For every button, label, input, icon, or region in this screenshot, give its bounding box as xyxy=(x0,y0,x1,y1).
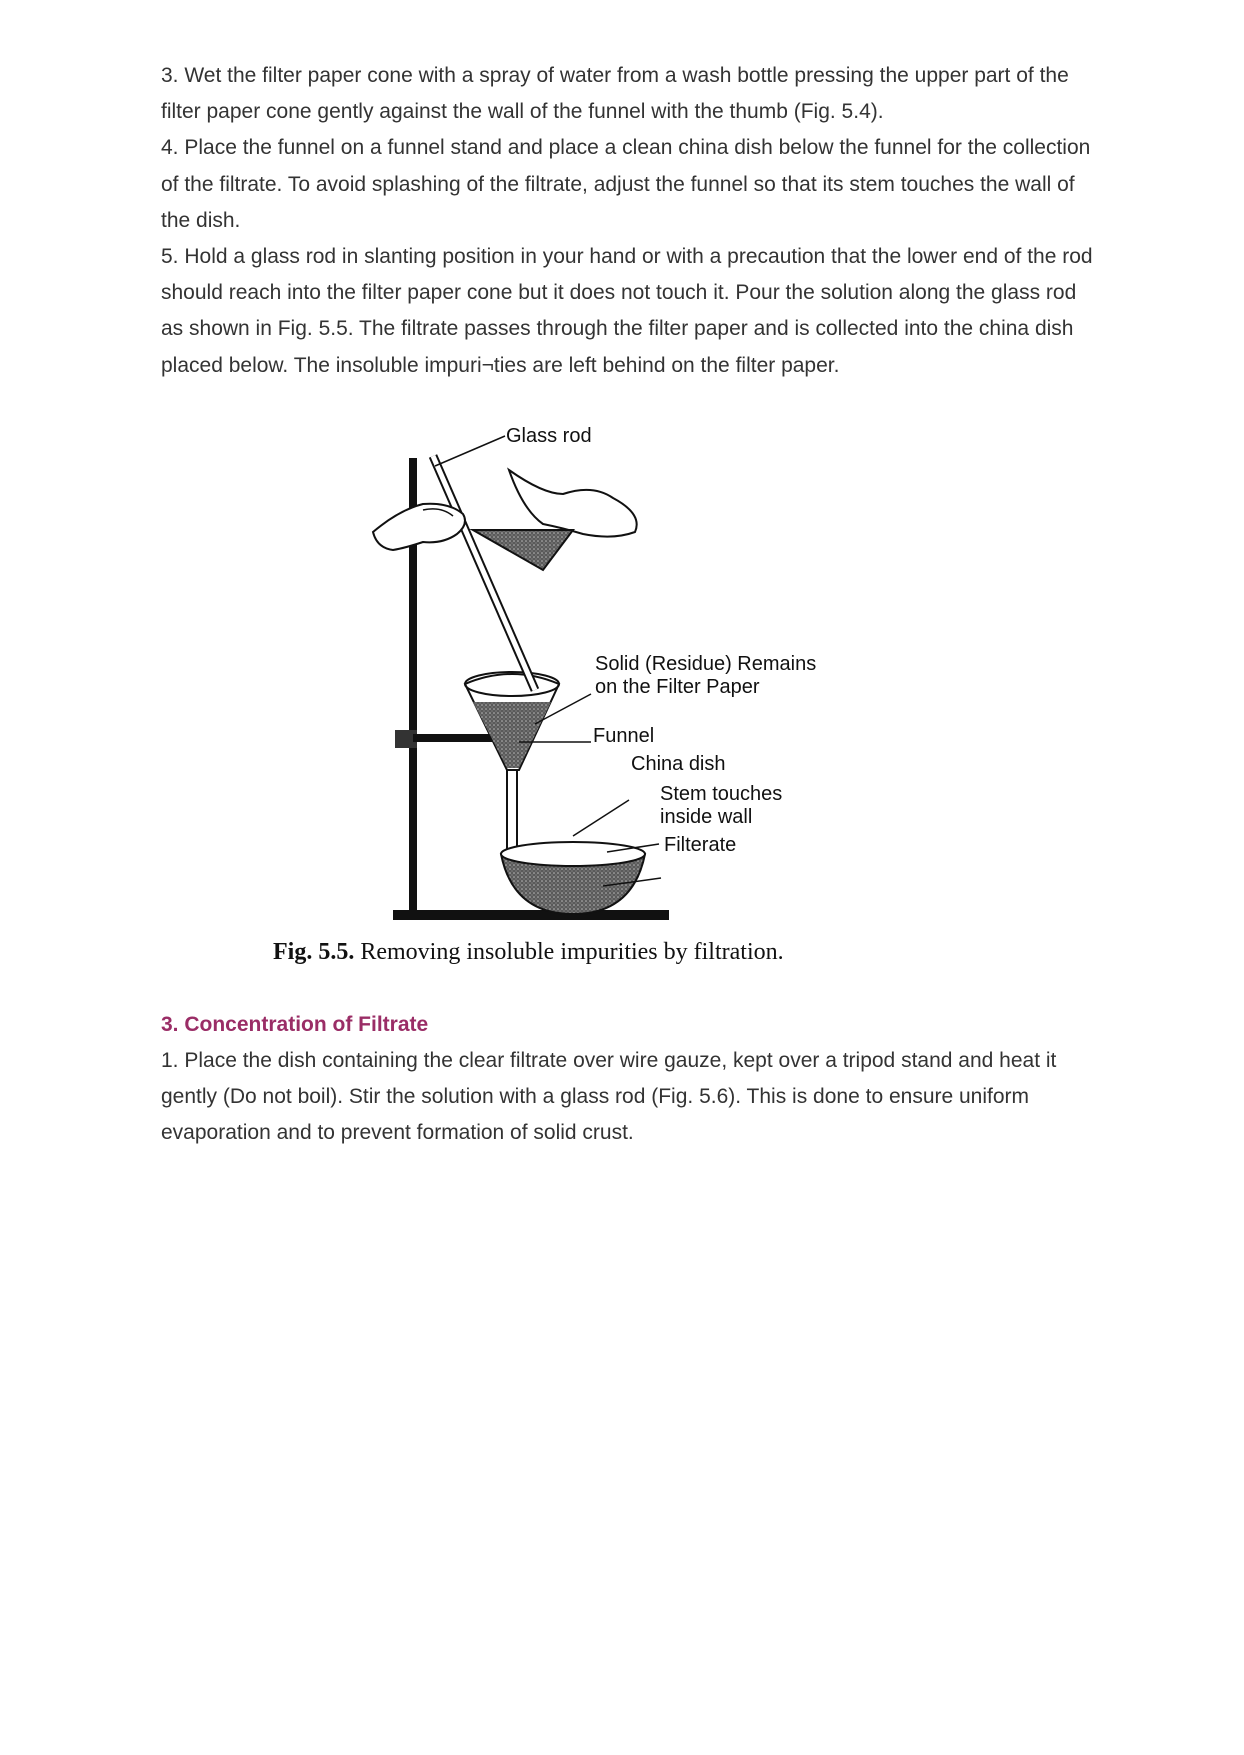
beaker-pour xyxy=(473,530,573,570)
right-hand xyxy=(509,470,637,537)
label-funnel: Funnel xyxy=(593,724,655,747)
section-heading: 3. Concentration of Filtrate xyxy=(161,1012,429,1036)
label-stem-line1: Stem touches xyxy=(660,782,783,805)
step-3-paragraph: 3. Wet the filter paper cone with a spray of water from a wash bottle pressing the upper part of the filter paper cone gently against the wall of the funnel with the thumb (Fig. 5.4). xyxy=(161,64,1069,124)
figure-caption xyxy=(273,939,933,966)
label-stem-line2: inside wall xyxy=(660,805,753,828)
step-5-paragraph: 5. Hold a glass rod in slanting position in your hand or with a precaution that the lower end of the rod should reach into the filter paper cone but it does not touch it. Pour the solution along the glass rod as shown in Fig. 5.5. The filtrate passes through the filter paper and is collected into the china dish placed below. The insoluble impuri¬ties are left behind on the filter paper. xyxy=(161,245,1093,377)
filtration-figure xyxy=(273,424,933,979)
left-hand xyxy=(373,504,465,550)
label-filterate: Filterate xyxy=(664,833,737,856)
label-china-dish: China dish xyxy=(631,752,726,775)
step-4-paragraph: 4. Place the funnel on a funnel stand and place a clean china dish below the funnel for the collection of the filtrate. To avoid splashing of the filtrate, adjust the funnel so that its stem touches the wall of the dish. xyxy=(161,136,1091,232)
label-glass-rod: Glass rod xyxy=(506,424,592,447)
concentration-step-1-paragraph: 1. Place the dish containing the clear filtrate over wire gauze, kept over a tripod stand and heat it gently (Do not boil). Stir the solution with a glass rod (Fig. 5.6). This is done to ensure uniform evaporation and to prevent formation of solid crust. xyxy=(161,1048,1057,1145)
label-residue-line2: on the Filter Paper xyxy=(595,675,760,698)
label-residue-line1: Solid (Residue) Remains xyxy=(595,652,817,675)
stand-base xyxy=(393,910,669,920)
caption-number: Fig. 5.5. xyxy=(273,938,355,965)
document-page xyxy=(161,58,1101,1151)
caption-text: Removing insoluble impurities by filtration. xyxy=(354,938,784,965)
